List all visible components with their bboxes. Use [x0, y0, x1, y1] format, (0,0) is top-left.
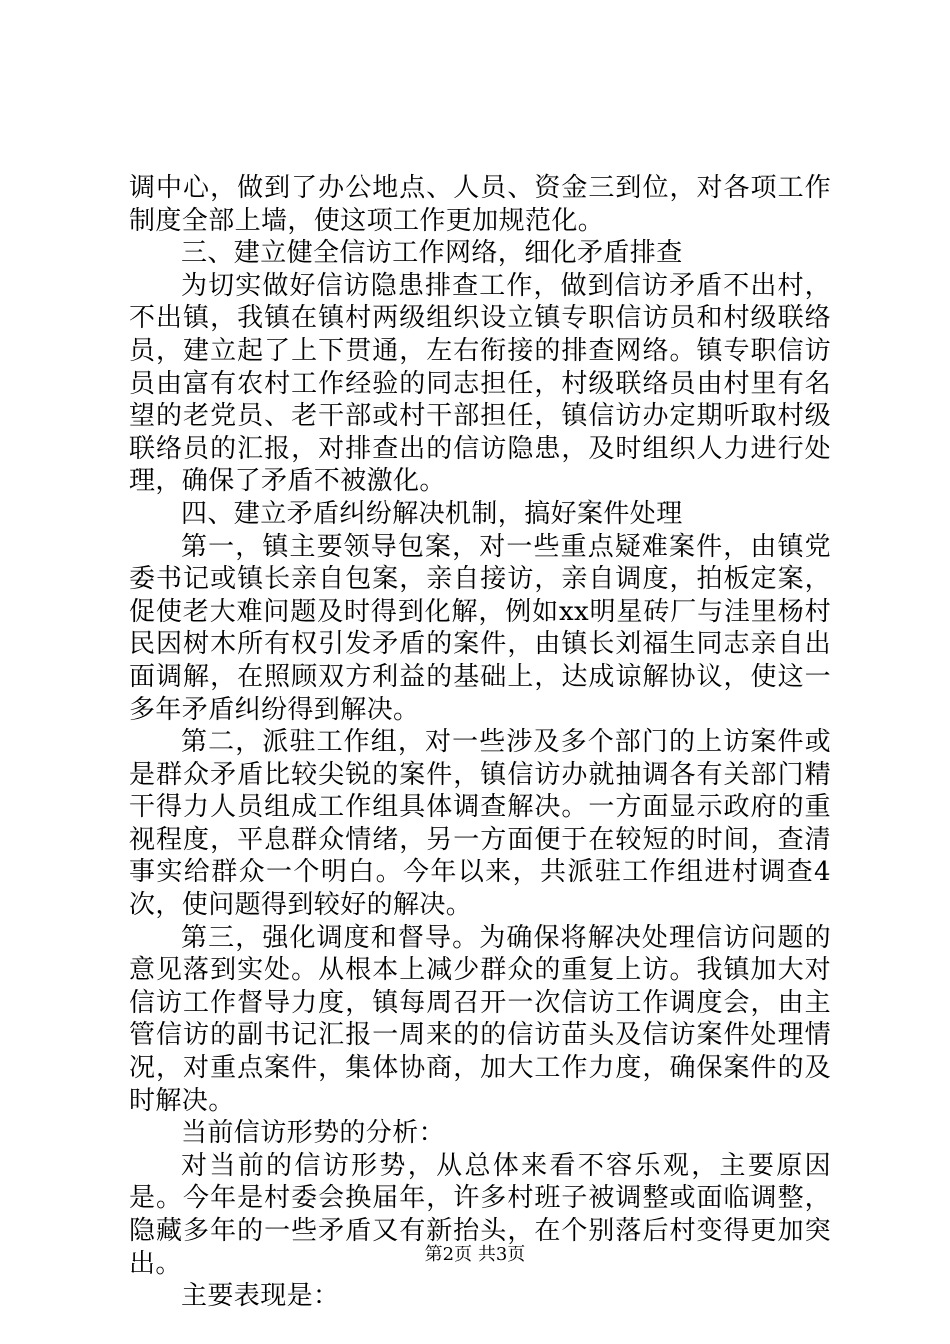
analysis-heading: 当前信访形势的分析： — [181, 1118, 446, 1149]
page-footer: 第2页 共3页 — [424, 1244, 526, 1265]
paragraph-network: 为切实做好信访隐患排查工作，做到信访矛盾不出村，不出镇，我镇在镇村两级组织设立镇专职信访员和村级联络员，建立起了上下贯通，左右衔接的排查网络。镇专职信访员由富有农村工作经验的同志担任，村级联络员由村里有名望的老党员、老干部或村干部担任，镇信访办定期听取村级联络员的汇报，对排查出的信访隐患，及时组织人力进行处理，确保了矛盾不被激化。 — [129, 270, 831, 497]
paragraph-analysis: 对当前的信访形势，从总体来看不容乐观，主要原因是。今年是村委会换届年，许多村班子被调整或面临调整，隐藏多年的一些矛盾又有新抬头，在个别落后村变得更加突出。 — [129, 1150, 831, 1279]
paragraph-third: 第三，强化调度和督导。为确保将解决处理信访问题的意见落到实处。从根本上减少群众的重复上访。我镇加大对信访工作督导力度，镇每周召开一次信访工作调度会，由主管信访的副书记汇报一周来的的信访苗头及信访案件处理情况，对重点案件，集体协商，加大工作力度，确保案件的及时解决。 — [129, 922, 831, 1116]
paragraph-main-manifestations: 主要表现是： — [181, 1281, 340, 1312]
section-heading-4: 四、建立矛盾纠纷解决机制，搞好案件处理 — [181, 498, 683, 529]
section-heading-3: 三、建立健全信访工作网络，细化矛盾排查 — [181, 238, 683, 269]
paragraph-continuation: 调中心，做到了办公地点、人员、资金三到位，对各项工作制度全部上墙，使这项工作更加规范化。 — [129, 173, 831, 236]
paragraph-second: 第二，派驻工作组，对一些涉及多个部门的上访案件或是群众矛盾比较尖锐的案件，镇信访办就抽调各有关部门精干得力人员组成工作组具体调查解决。一方面显示政府的重视程度，平息群众情绪，另一方面便于在较短的时间，查清事实给群众一个明白。今年以来，共派驻工作组进村调查4次，使问题得到较好的解决。 — [129, 727, 831, 921]
paragraph-first: 第一，镇主要领导包案，对一些重点疑难案件，由镇党委书记或镇长亲自包案，亲自接访，亲自调度，拍板定案，促使老大难问题及时得到化解，例如xx明星砖厂与洼里杨村民因树木所有权引发矛盾的案件，由镇长刘福生同志亲自出面调解，在照顾双方利益的基础上，达成谅解协议，使这一多年矛盾纠纷得到解决。 — [129, 531, 831, 725]
document-body — [129, 172, 831, 1313]
